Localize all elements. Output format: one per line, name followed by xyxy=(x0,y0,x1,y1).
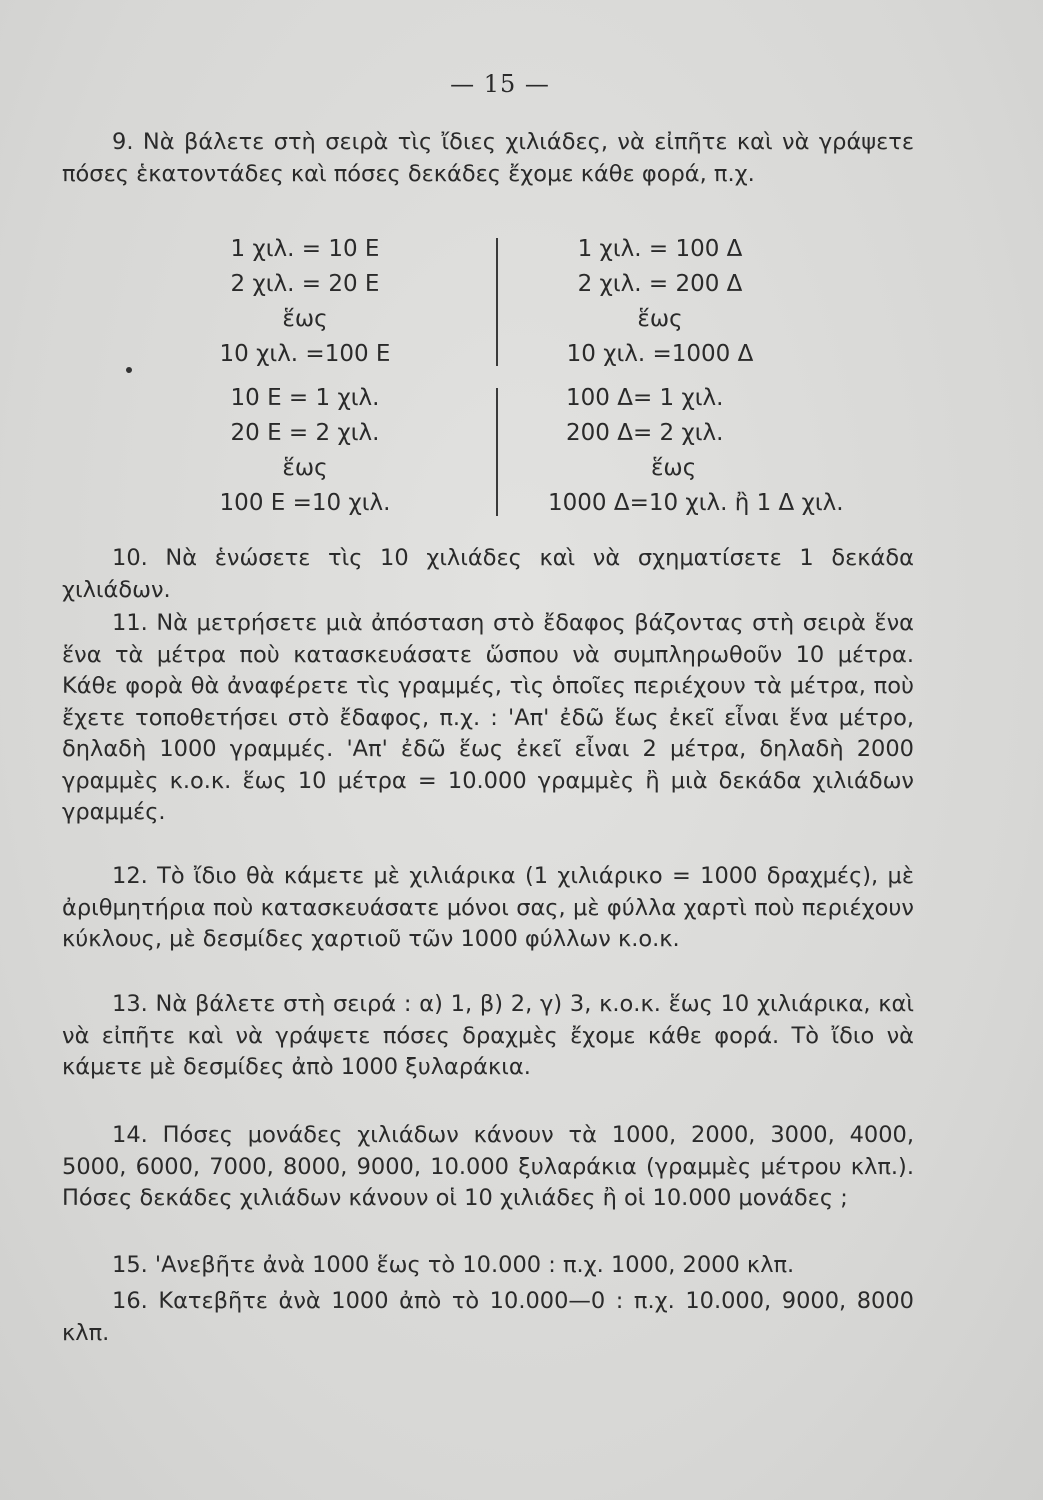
table-cell: ἕως xyxy=(282,455,328,481)
table-bottom-right xyxy=(548,381,908,521)
exercise-12: 12. Τὸ ἴδιο θὰ κάμετε μὲ χιλιάρικα (1 χιλιάρικο = 1000 δραχμές), μὲ ἀριθμητήρια ποὺ κατασκευάσατε μόνοι σας, μὲ φύλλα χαρτὶ ποὺ περιέχουν κύκλους, μὲ δεσμίδες χαρτιοῦ τῶν 1000 φύλλων κ.ο.κ. xyxy=(62,863,914,952)
page-number: — 15 — xyxy=(450,70,550,98)
table-cell: 10 χιλ. =1000 Δ xyxy=(566,341,754,367)
table-cell: 200 Δ= 2 χιλ. xyxy=(566,420,724,446)
table-cell: 1 χιλ. = 100 Δ xyxy=(577,236,743,262)
exercise-13: 13. Νὰ βάλετε στὴ σειρά : α) 1, β) 2, γ) 3, κ.ο.κ. ἕως 10 χιλιάρικα, καὶ νὰ εἰπῆτε καὶ νὰ γράψετε πόσες δραχμὲς ἔχομε κάθε φορά. Τὸ ἴδιο νὰ κάμετε μὲ δεσμίδες ἀπὸ 1000 ξυλαράκια. xyxy=(62,991,914,1080)
ink-dot xyxy=(126,367,132,373)
table-cell: 100 Δ= 1 χιλ. xyxy=(566,385,724,411)
table-divider-bottom xyxy=(496,388,498,516)
exercise-9: 9. Νὰ βάλετε στὴ σειρὰ τὶς ἴδιες χιλιάδες, νὰ εἰπῆτε καὶ νὰ γράψετε πόσες ἑκατοντάδες καὶ πόσες δεκάδες ἔχομε κάθε φορά, π.χ. xyxy=(62,129,914,187)
exercise-11: 11. Νὰ μετρήσετε μιὰ ἀπόσταση στὸ ἔδαφος βάζοντας στὴ σειρὰ ἕνα ἕνα τὰ μέτρα ποὺ κατασκευάσατε ὥσπου νὰ συμπληρωθοῦν 10 μέτρα. Κάθε φορὰ θὰ ἀναφέρετε τὶς γραμμές, τὶς ὁποῖες περιέχουν τὰ μέτρα, ποὺ ἔχετε τοποθετήσει στὸ ἔδαφος, π.χ. : 'Απ' ἐδῶ ἕως ἐκεῖ εἶναι ἕνα μέτρο, δηλαδὴ 1000 γραμμές. 'Απ' ἐδῶ ἕως ἐκεῖ εἶναι 2 μέτρα, δηλαδὴ 2000 γραμμὲς κ.ο.κ. ἕως 10 μέτρα = 10.000 γραμμὲς ἢ μιὰ δεκάδα χιλιάδων γραμμές. xyxy=(62,610,914,825)
exercise-15: 15. 'Ανεβῆτε ἀνὰ 1000 ἕως τὸ 10.000 : π.χ. 1000, 2000 κλπ. xyxy=(112,1252,795,1278)
table-cell: 1000 Δ=10 χιλ. ἢ 1 Δ χιλ. xyxy=(548,490,844,516)
table-cell: 2 χιλ. = 20 Ε xyxy=(230,271,380,297)
table-cell: 2 χιλ. = 200 Δ xyxy=(577,271,743,297)
exercise-14: 14. Πόσες μονάδες χιλιάδων κάνουν τὰ 1000, 2000, 3000, 4000, 5000, 6000, 7000, 8000, 9000, 10.000 ξυλαράκια (γραμμὲς μέτρου κλπ.). Πόσες δεκάδες χιλιάδων κάνουν οἱ 10 χιλιάδες ἢ οἱ 10.000 μονάδες ; xyxy=(62,1122,914,1211)
table-top-left xyxy=(185,232,425,372)
table-cell: 1 χιλ. = 10 Ε xyxy=(230,236,380,262)
exercise-10: 10. Νὰ ἑνώσετε τὶς 10 χιλιάδες καὶ νὰ σχηματίσετε 1 δεκάδα χιλιάδων. xyxy=(62,545,914,603)
table-cell: ἕως xyxy=(637,306,683,332)
table-cell: ἕως xyxy=(651,455,697,481)
table-cell: 10 Ε = 1 χιλ. xyxy=(230,385,380,411)
table-cell: 20 Ε = 2 χιλ. xyxy=(230,420,380,446)
table-cell: 100 Ε =10 χιλ. xyxy=(219,490,391,516)
table-divider-top xyxy=(496,238,498,366)
exercise-16: 16. Κατεβῆτε ἀνὰ 1000 ἀπὸ τὸ 10.000—0 : π.χ. 10.000, 9000, 8000 κλπ. xyxy=(62,1288,914,1346)
table-cell: 10 χιλ. =100 Ε xyxy=(219,341,391,367)
table-bottom-left xyxy=(185,381,425,521)
table-top-right xyxy=(540,232,780,372)
table-cell: ἕως xyxy=(282,306,328,332)
